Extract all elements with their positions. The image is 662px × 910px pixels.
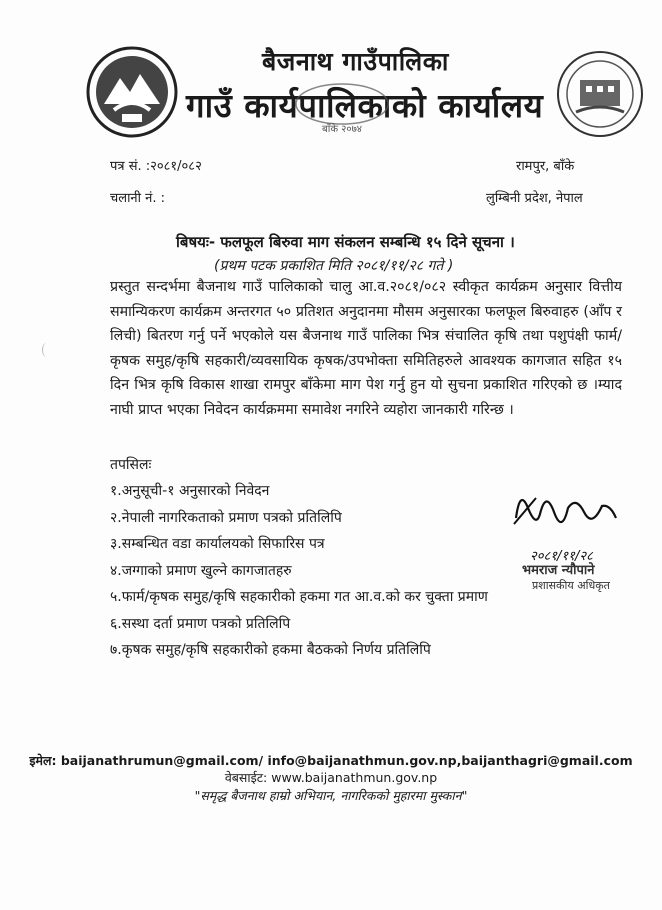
municipality-name: बैजनाथ गाउँपालिका [262, 47, 449, 76]
signatory-name: भमराज न्यौपाने [522, 563, 595, 578]
nepal-emblem-logo [84, 44, 180, 140]
list-item: २.नेपाली नागरिकताको प्रमाण पत्रको प्रतिलिपि [110, 509, 342, 526]
document-list [110, 478, 488, 664]
patra-value: २०८१/०८२ [150, 159, 202, 174]
list-item: ५.फार्म/कृषक समुह/कृषि सहकारीको हकमा गत आ.व.को कर चुक्ता प्रमाण [110, 589, 488, 605]
patra-sankhya [110, 156, 202, 174]
office-title: गाउँ कार्यपालिकाको कार्यालय [186, 86, 544, 125]
signatory-title: प्रशासकीय अधिकृत [532, 579, 610, 592]
list-item: ७.कृषक समुह/कृषि सहकारीको हकमा बैठकको निर्णय प्रतिलिपि [110, 642, 431, 658]
tapasil-label: तपसिलः [110, 457, 152, 473]
footer-slogan: "समृद्ध बैजनाथ हाम्रो अभियान, नागरिकको मुहारमा मुस्कान" [194, 788, 468, 803]
place-line1: रामपुर, बाँके [516, 159, 575, 174]
margin-mark [42, 343, 51, 357]
chalani-number [110, 188, 165, 206]
list-item: ३.सम्बन्धित वडा कार्यालयको सिफारिस पत्र [110, 536, 325, 552]
list-item: ६.सस्था दर्ता प्रमाण पत्रको प्रतिलिपि [110, 615, 291, 632]
stamp-text: बाँके २०७४ [322, 124, 362, 135]
signature-date: २०८१/११/२८ [530, 549, 593, 564]
list-item: ४.जग्गाको प्रमाण खुल्ने कागजातहरु [110, 562, 292, 579]
published-note: (प्रथम पटक प्रकाशित मिति २०८१/११/२८ गते ) [214, 258, 454, 274]
municipality-logo [554, 48, 646, 140]
patra-label: पत्र सं. : [110, 159, 151, 174]
place-line2: लुम्बिनी प्रदेश, नेपाल [486, 191, 583, 206]
footer-website: वेबसाईट: www.baijanathmun.gov.np [224, 770, 438, 785]
chalani-label: चलानी नं. : [110, 191, 166, 206]
list-item: १.अनुसूची-१ अनुसारको निवेदन [110, 483, 270, 499]
footer-email: इमेल: baijanathrumun@gmail.com/ info@baijanathmun.gov.np,baijanthagri@gmail.com [29, 753, 633, 768]
notice-body: प्रस्तुत सन्दर्भमा बैजनाथ गाउँ पालिकाको चालु आ.व.२०८१/०८२ स्वीकृत कार्यक्रम अनुसार वित्तीय समान्यिकरण कार्यक्रम अन्तरगत ५० प्रतिशत अनुदानमा मौसम अनुसारका फलफूल बिरुवाहरु (आँप र लिची) बितरण गर्नु पर्ने भएकोले यस बैजनाथ गाउँ पालिका भित्र संचालित कृषि तथा पशुपंक्षी फार्म/कृषक समुह/कृषि सहकारी/व्यवसायिक कृषक/उपभोक्ता समितिहरुले आवश्यक कागजात सहित १५ दिन भित्र कृषि विकास शाखा रामपुर बाँकेमा माग पेश गर्नु हुन यो सुचना प्रकाशित गरिएको छ ।म्याद नाघी प्राप्त भएका निवेदन कार्यक्रममा समावेश नगरिने व्यहोरा जानकारी गरिन्छ । [110, 279, 622, 418]
office-stamp [292, 82, 392, 138]
subject-line: बिषयः- फलफूल बिरुवा माग संकलन सम्बन्धि १५ दिने सूचना । [176, 233, 515, 251]
